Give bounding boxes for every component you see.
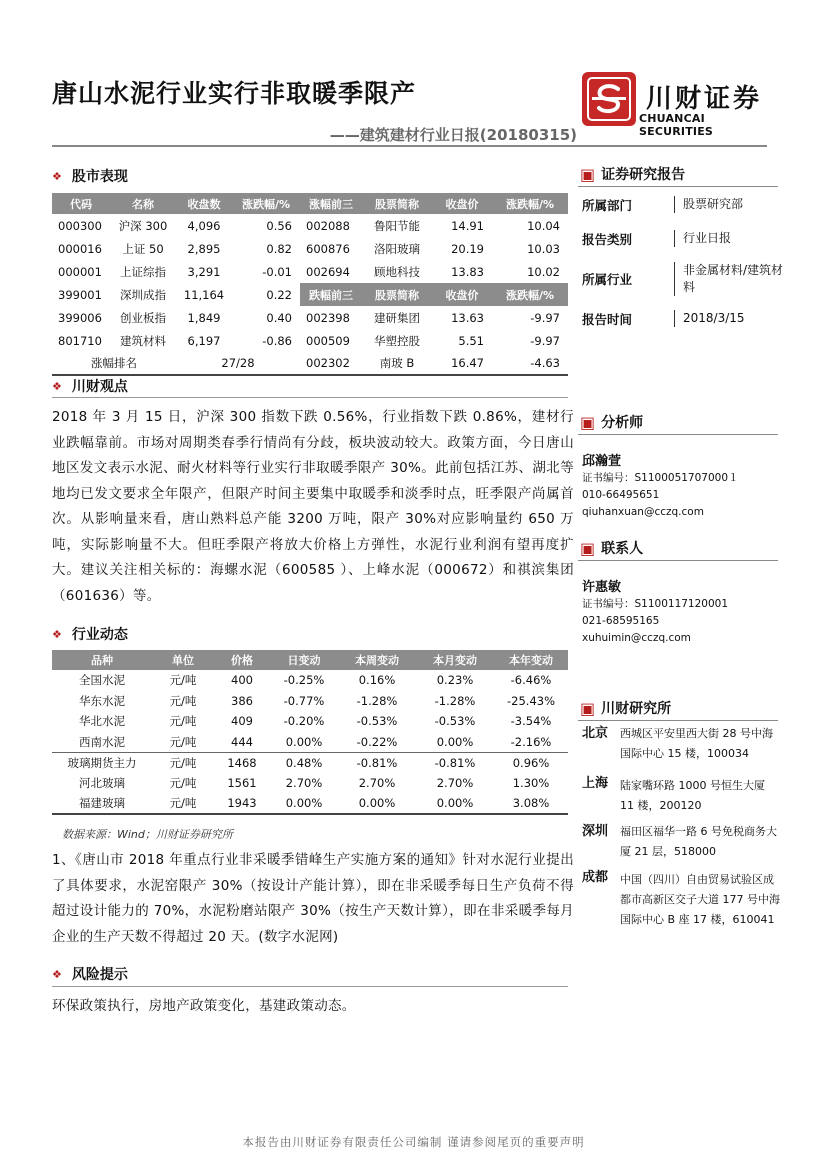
table-row (52, 793, 568, 814)
cell: -4.63 (492, 352, 568, 375)
cell: 16.47 (432, 352, 492, 375)
analyst-email[interactable]: qiuhanxuan@cczq.com (582, 506, 704, 518)
cell: 元/吨 (152, 752, 214, 773)
cell: -6.46% (510, 673, 552, 688)
diamond-icon: ❖ (52, 967, 62, 981)
cell: 13.83 (451, 264, 484, 279)
section-divider (52, 397, 568, 398)
col-header: 涨跌幅/% (492, 193, 568, 214)
cell: 华北水泥 (79, 714, 125, 729)
cell: 002302 (300, 352, 362, 375)
cell: 0.96% (494, 752, 568, 773)
cell: 华东水泥 (79, 693, 125, 708)
cell: 上证 50 (122, 241, 164, 256)
cell: 444 (231, 734, 253, 749)
report-value-type: 行业日报 (674, 230, 784, 247)
section-view (52, 376, 128, 396)
cell: 000001 (58, 264, 102, 279)
cell: -0.77% (283, 693, 325, 708)
section-institute-title: 川财研究所 (601, 701, 672, 717)
table-row (52, 732, 568, 753)
section-analyst-title: 分析师 (601, 415, 644, 431)
cell: 元/吨 (152, 793, 214, 814)
section-divider (578, 720, 778, 721)
cell: -0.22% (356, 734, 398, 749)
square-bullet-icon: ▣ (580, 538, 596, 558)
cell: 1,849 (187, 310, 221, 325)
contact-name: 许惠敏 (582, 580, 622, 595)
analyst-name: 邱瀚萱 (582, 454, 622, 469)
cell: 元/吨 (169, 693, 197, 708)
cell: -3.54% (510, 714, 552, 729)
contact-phone: 021-68595165 (582, 615, 660, 627)
col-header: 代码 (52, 193, 110, 214)
col-header: 本月变动 (416, 650, 494, 670)
cell: 0.00% (338, 793, 416, 814)
section-report-title: 证券研究报告 (601, 167, 686, 183)
cell: 409 (231, 714, 253, 729)
section-risk-title: 风险提示 (71, 967, 128, 983)
analyst-phone: 010-66495651 (582, 489, 660, 501)
cell: 建研集团 (374, 310, 420, 325)
cell: -0.53% (434, 714, 476, 729)
cell: -0.81% (416, 752, 494, 773)
cell: -0.25% (283, 673, 325, 688)
square-bullet-icon: ▣ (580, 698, 596, 718)
cell: -0.86 (262, 333, 292, 348)
table-row (52, 752, 568, 773)
office-address: 福田区福华一路 6 号免税商务大厦 21 层，518000 (620, 825, 777, 858)
table-row (52, 773, 568, 794)
section-divider (52, 986, 568, 987)
diamond-icon: ❖ (52, 627, 62, 641)
cell: 386 (231, 693, 253, 708)
cell: 创业板指 (120, 310, 166, 325)
contact-cert: 证书编号：S1100117120001 (582, 598, 729, 610)
section-divider (578, 186, 778, 187)
office-city: 成都 (582, 870, 609, 885)
cell: 上证综指 (120, 264, 166, 279)
logo-cn-text: 川财证券 (646, 84, 763, 114)
news-paragraph: 1、《唐山市 2018 年重点行业非采暖季错峰生产实施方案的通知》针对水泥行业提出了具体要求，水泥窑限产 30%（按设计产能计算），即在非采暖季每日生产负荷不得超过设计能力的 70%，水泥粉磨站限产 30%（按生产天数计算），即在非采暖季每月企业的生产天数不得超过 20 天。(数字水泥网) (52, 852, 574, 945)
office-address: 陆家嘴环路 1000 号恒生大厦 11 楼，200120 (620, 779, 765, 812)
cell: 2,895 (187, 241, 221, 256)
cell: 0.40 (266, 310, 292, 325)
cell: 1.30% (512, 775, 550, 790)
report-value-date: 2018/3/15 (674, 310, 784, 327)
cell: 399006 (58, 310, 102, 325)
rank-value: 27/28 (176, 352, 300, 375)
section-divider (578, 560, 778, 561)
cell: -2.16% (510, 734, 552, 749)
table-header-row (52, 193, 568, 214)
table-row (52, 352, 568, 375)
cell: 0.56 (266, 218, 292, 233)
cell: 400 (231, 673, 253, 688)
cell: 002088 (306, 218, 350, 233)
table-row (52, 711, 568, 732)
table-row (52, 329, 568, 352)
report-value-industry: 非金属材料/建筑材料 (674, 262, 784, 296)
col-header: 股票简称 (362, 283, 432, 306)
cell: 10.04 (527, 218, 560, 233)
cell: 0.22 (266, 287, 292, 302)
cell: 1943 (214, 793, 270, 814)
cell: -9.97 (530, 310, 560, 325)
section-analyst (580, 412, 643, 432)
section-contact-title: 联系人 (601, 541, 644, 557)
cell: 2.70% (285, 775, 323, 790)
cell: 顾地科技 (374, 264, 420, 279)
table-row (52, 306, 568, 329)
col-header: 品种 (52, 650, 152, 670)
office-address: 西城区平安里西大街 28 号中海国际中心 15 楼，100034 (620, 727, 773, 760)
cell: 0.23% (436, 673, 474, 688)
cell: 3,291 (187, 264, 221, 279)
cell: 0.00% (270, 793, 338, 814)
cell: 20.19 (451, 241, 484, 256)
logo-mark-icon (582, 72, 636, 126)
square-bullet-icon: ▣ (580, 164, 596, 184)
cell: 洛阳玻璃 (374, 241, 420, 256)
report-subtitle: ——建筑建材行业日报(20180315) (329, 126, 577, 144)
market-table (52, 193, 568, 376)
col-header: 收盘数 (176, 193, 232, 214)
cell: -0.20% (283, 714, 325, 729)
cell: 玻璃期货主力 (52, 752, 152, 773)
logo-en-text: CHUANCAI SECURITIES (639, 112, 714, 138)
rank-label: 涨幅排名 (52, 352, 176, 375)
report-label-date: 报告时间 (582, 312, 633, 327)
col-header: 价格 (214, 650, 270, 670)
cell: -0.81% (338, 752, 416, 773)
page-footer: 本报告由川财证券有限责任公司编制 谨请参阅尾页的重要声明 (242, 1135, 585, 1149)
cell: -1.28% (356, 693, 398, 708)
table-header-row (52, 650, 568, 670)
cell: 西南水泥 (79, 734, 125, 749)
view-paragraph: 2018 年 3 月 15 日，沪深 300 指数下跌 0.56%，行业指数下跌 0.86%，建材行业跌幅靠前。市场对周期类春季行情尚有分歧，板块波动较大。政策方面，今日唐山地区发文表示水泥、耐火材料等行业实行非取暖季限产 30%。此前包括江苏、湖北等地均已发文要求全年限产，但限产时间主要集中取暖季和淡季时点，旺季限产尚属首次。从影响量来看，唐山熟料总产能 3200 万吨，限产 30%对应影响量约 650 万吨，实际影响量不大。但旺季限产将放大价格上方弹性，水泥行业利润有望再度扩大。建议关注相关标的：海螺水泥（600585 ）、上峰水泥（000672）和祺滨集团（601636）等。 (52, 409, 574, 604)
cell: 元/吨 (169, 673, 197, 688)
cell: -25.43% (507, 693, 555, 708)
cell: 深圳成指 (120, 287, 166, 302)
report-value-dept: 股票研究部 (674, 196, 784, 213)
cell: -9.97 (530, 333, 560, 348)
cell: 华塑控股 (374, 333, 420, 348)
cell: 0.00% (285, 734, 323, 749)
office-address: 中国（四川）自由贸易试验区成都市高新区交子大道 177 号中海国际中心 B 座 17 楼，610041 (620, 873, 780, 926)
cell: 0.16% (358, 673, 396, 688)
section-industry (52, 624, 128, 644)
cell: 元/吨 (169, 734, 197, 749)
industry-table (52, 650, 568, 815)
cell: 13.63 (451, 310, 484, 325)
diamond-icon: ❖ (52, 379, 62, 393)
cell: 沪深 300 (118, 218, 168, 233)
cell: 000509 (306, 333, 350, 348)
col-header: 本周变动 (338, 650, 416, 670)
cell: 0.00% (416, 793, 494, 814)
data-source-note: 数据来源：Wind；川财证券研究所 (62, 828, 233, 841)
office-city: 上海 (582, 776, 609, 791)
section-view-title: 川财观点 (71, 379, 128, 395)
cell: 河北玻璃 (79, 775, 125, 790)
section-industry-title: 行业动态 (71, 627, 128, 643)
section-market (52, 166, 128, 186)
square-bullet-icon: ▣ (580, 412, 596, 432)
cell: 1561 (227, 775, 257, 790)
cell: 全国水泥 (79, 673, 125, 688)
cell: 000016 (58, 241, 102, 256)
cell: 建筑材料 (120, 333, 166, 348)
cell: 6,197 (187, 333, 221, 348)
cell: -0.01 (262, 264, 292, 279)
col-header: 涨跌幅/% (492, 283, 568, 306)
cell: 801710 (58, 333, 102, 348)
cell: 14.91 (451, 218, 484, 233)
cell: 0.00% (436, 734, 474, 749)
office-city: 北京 (582, 726, 609, 741)
col-header: 涨幅前三 (300, 193, 362, 214)
table-row (52, 237, 568, 260)
cell: 399001 (58, 287, 102, 302)
risk-paragraph: 环保政策执行，房地产政策变化，基建政策动态。 (52, 998, 356, 1014)
section-risk (52, 964, 128, 984)
report-label-industry: 所属行业 (582, 272, 633, 287)
col-header: 收盘价 (432, 193, 492, 214)
table-row (52, 691, 568, 712)
diamond-icon: ❖ (52, 169, 62, 183)
cell: 0.82 (266, 241, 292, 256)
office-city: 深圳 (582, 824, 609, 839)
col-header: 本年变动 (494, 650, 568, 670)
section-institute (580, 698, 671, 718)
cell: 元/吨 (169, 775, 197, 790)
cell: -1.28% (434, 693, 476, 708)
col-header: 跌幅前三 (300, 283, 362, 306)
contact-email[interactable]: xuhuimin@cczq.com (582, 632, 691, 644)
section-contact (580, 538, 643, 558)
table-row (52, 260, 568, 283)
cell: 2.70% (436, 775, 474, 790)
section-divider (578, 434, 778, 435)
cell: 1468 (214, 752, 270, 773)
cell: 002398 (306, 310, 350, 325)
section-market-title: 股市表现 (71, 169, 128, 185)
cell: 10.03 (527, 241, 560, 256)
col-header: 日变动 (270, 650, 338, 670)
company-logo (582, 72, 772, 138)
header-rule (52, 145, 767, 147)
cell: 0.48% (270, 752, 338, 773)
section-report (580, 164, 685, 184)
col-header: 单位 (152, 650, 214, 670)
col-header: 名称 (110, 193, 176, 214)
table-row (52, 670, 568, 691)
cell: 南玻 B (362, 352, 432, 375)
table-row (52, 283, 568, 306)
page-title: 唐山水泥行业实行非取暖季限产 (52, 79, 417, 108)
cell: -0.53% (356, 714, 398, 729)
col-header: 收盘价 (432, 283, 492, 306)
cell: 3.08% (494, 793, 568, 814)
cell: 鲁阳节能 (374, 218, 420, 233)
analyst-cert: 证书编号：S1100051707000１ (582, 472, 739, 484)
cell: 600876 (306, 241, 350, 256)
cell: 5.51 (458, 333, 484, 348)
cell: 000300 (58, 218, 102, 233)
cell: 4,096 (187, 218, 221, 233)
cell: 元/吨 (169, 714, 197, 729)
cell: 11,164 (183, 287, 225, 302)
col-header: 股票简称 (362, 193, 432, 214)
col-header: 涨跌幅/% (232, 193, 300, 214)
table-row (52, 214, 568, 237)
cell: 10.02 (527, 264, 560, 279)
cell: 2.70% (358, 775, 396, 790)
report-label-dept: 所属部门 (582, 198, 633, 213)
cell: 福建玻璃 (52, 793, 152, 814)
cell: 002694 (306, 264, 350, 279)
report-label-type: 报告类别 (582, 232, 633, 247)
